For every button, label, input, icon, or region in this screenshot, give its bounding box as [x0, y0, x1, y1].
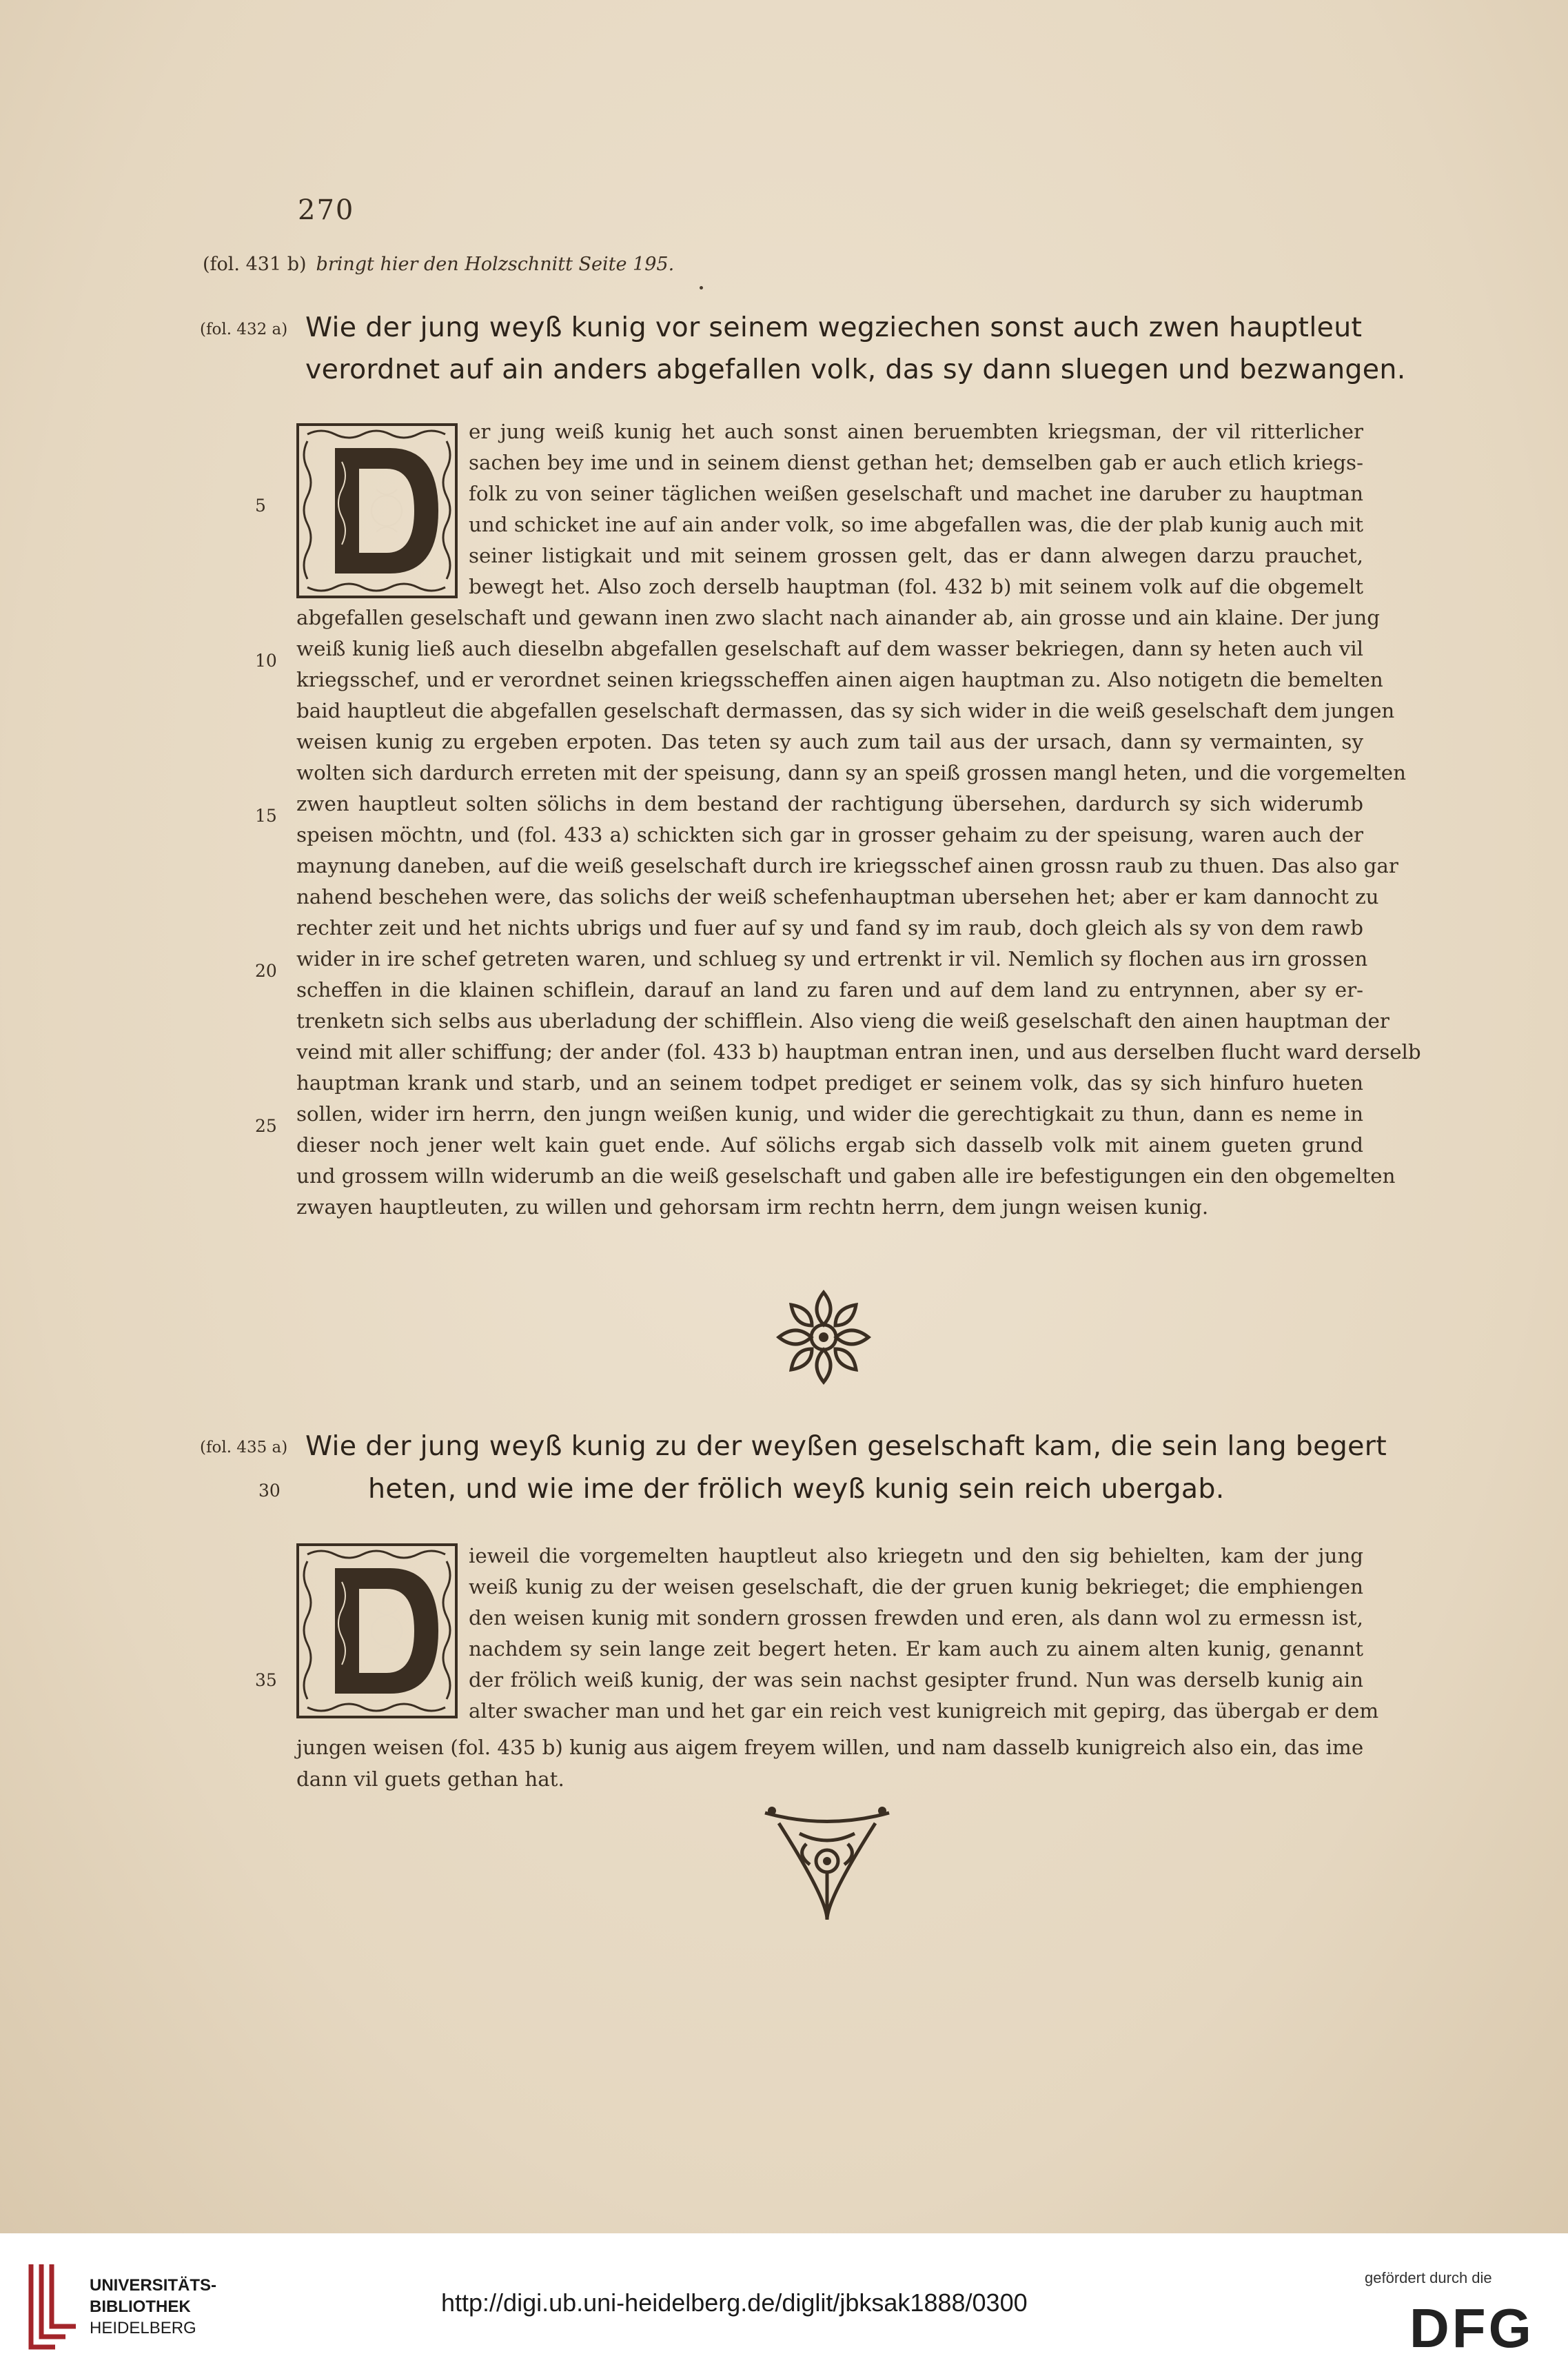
- line-number: 5: [255, 496, 266, 516]
- section1-line: wider in ire schef getreten waren, und schlueg sy und ertrenkt ir vil. Nemlich sy flochen aus irn grossen: [296, 947, 1368, 971]
- library-name: [90, 2275, 216, 2339]
- section1-line: zwayen hauptleuten, zu willen und gehorsam irm rechtn herrn, dem jungn weisen kunig.: [296, 1195, 1209, 1219]
- library-name-line-1: UNIVERSITÄTS-: [90, 2276, 217, 2295]
- section1-line: weiß kunig ließ auch dieselbn abgefallen geselschaft auf dem wasser bekriegen, dann sy heten auch vil: [296, 637, 1363, 660]
- section1-line: und grossem willn widerumb an die weiß geselschaft und gaben alle ire befestigungen ein den obgemelten: [296, 1164, 1396, 1188]
- decorated-initial-d-icon: [294, 420, 460, 601]
- section1-line: zwen hauptleut solten sölichs in dem bestand der rachtigung übersehen, dardurch sy sich widerumb: [296, 792, 1363, 815]
- section1-line: nahend beschehen were, das solichs der weiß schefenhauptman ubersehen het; aber er kam dannocht zu: [296, 885, 1379, 908]
- line-number: 35: [255, 1670, 277, 1690]
- section1-line: bewegt het. Also zoch derselb hauptman (fol. 432 b) mit seinem volk auf die obgemelt: [469, 575, 1363, 598]
- section2-line: nachdem sy sein lange zeit begert heten. Er kam auch zu ainem alten kunig, genannt: [469, 1637, 1363, 1661]
- section1-line: kriegsschef, und er verordnet seinen kriegsscheffen ainen aigen hauptman zu. Also notigetn die bemelten: [296, 668, 1383, 691]
- line-number: 25: [255, 1116, 277, 1136]
- library-name-line-3: HEIDELBERG: [90, 2319, 196, 2337]
- section2-line: den weisen kunig mit sondern grossen frewden und eren, als dann wol zu ermessn ist,: [469, 1606, 1363, 1629]
- folio-note: [203, 254, 674, 275]
- funded-by-label: gefördert durch die: [1365, 2269, 1492, 2286]
- dfg-logo: DFG: [1409, 2297, 1534, 2359]
- line-number: 10: [255, 651, 277, 671]
- section2-line: dann vil guets gethan hat.: [296, 1767, 564, 1791]
- footer-bar: [0, 2233, 1568, 2376]
- folio-note-ref: (fol. 431 b): [203, 254, 307, 275]
- section2-folio: (fol. 435 a): [200, 1439, 288, 1456]
- section1-line: er jung weiß kunig het auch sonst ainen beruembten kriegsman, der vil ritterlicher: [469, 420, 1363, 443]
- section1-line: weisen kunig zu ergeben erpoten. Das teten sy auch zum tail aus der ursach, dann sy vermainten, sy: [296, 730, 1363, 753]
- section1-line: sachen bey ime und in seinem dienst gethan het; demselben gab er auch etlich kriegs-: [469, 451, 1363, 474]
- section2-line: ieweil die vorgemelten hauptleut also kriegetn und den sig behielten, kam der jung: [469, 1544, 1363, 1567]
- section2-line: der frölich weiß kunig, der was sein nachst gesipter frund. Nun was derselb kunig ain: [469, 1668, 1363, 1692]
- library-name-line-2: BIBLIOTHEK: [90, 2297, 191, 2316]
- folio-note-text: bringt hier den Holzschnitt Seite 195.: [316, 254, 675, 275]
- section1-line: sollen, wider irn herrn, den jungn weißen kunig, und wider die gerechtigkait zu thun, dann es neme in: [296, 1102, 1363, 1126]
- section1-line: trenketn sich selbs aus uberladung der schifflein. Also vieng die weiß geselschaft den ainen hauptman der: [296, 1009, 1389, 1033]
- section1-line: maynung daneben, auf die weiß geselschaft durch ire kriegsschef ainen grossn raub zu thuen. Das also gar: [296, 854, 1398, 877]
- section1-line: und schicket ine auf ain ander volk, so ime abgefallen was, die der plab kunig auch mit: [469, 513, 1363, 536]
- section1-folio: (fol. 432 a): [200, 321, 288, 338]
- section1-line: dieser noch jener welt kain guet ende. Auf sölichs ergab sich dasselb volk mit ainem gueten grund: [296, 1133, 1363, 1157]
- decorated-initial-d-icon: [294, 1541, 460, 1721]
- section1-heading-line-1: Wie der jung weyß kunig vor seinem wegziechen sonst auch zwen hauptleut: [305, 312, 1363, 343]
- line-number: 30: [258, 1481, 281, 1501]
- section1-line: baid hauptleut die abgefallen geselschaft dermassen, das sy sich wider in die weiß geselschaft dem jungen: [296, 699, 1395, 722]
- section1-line: hauptman krank und starb, und an seinem todpet prediget er seinem volk, das sy sich hinfuro hueten: [296, 1071, 1363, 1095]
- page-number: 270: [298, 194, 355, 226]
- section1-line: scheffen in die klainen schiflein, darauf an land zu faren und auf dem land zu entrynnen, aber sy er-: [296, 978, 1363, 1002]
- end-ornament-icon: [758, 1803, 896, 1927]
- rosette-ornament-icon: [772, 1286, 875, 1389]
- section1-heading-line-2: verordnet auf ain anders abgefallen volk, das sy dann sluegen und bezwangen.: [305, 354, 1406, 385]
- ub-heidelberg-logo-icon: [28, 2261, 83, 2350]
- section1-line: seiner listigkait und mit seinem grossen gelt, das er dann alwegen darzu prauchet,: [469, 544, 1363, 567]
- ink-dot: [700, 286, 703, 290]
- line-number: 15: [255, 806, 277, 826]
- section1-line: rechter zeit und het nichts ubrigs und fuer auf sy und fand sy im raub, doch gleich als sy von dem rawb: [296, 916, 1363, 940]
- line-number: 20: [255, 961, 277, 981]
- section2-heading-line-2: heten, und wie ime der frölich weyß kunig sein reich ubergab.: [368, 1473, 1225, 1505]
- permalink-url[interactable]: http://digi.ub.uni-heidelberg.de/diglit/jbksak1888/0300: [441, 2288, 1028, 2317]
- section1-line: speisen möchtn, und (fol. 433 a) schickten sich gar in grosser gehaim zu der speisung, waren auch der: [296, 823, 1363, 846]
- section1-line: abgefallen geselschaft und gewann inen zwo slacht nach ainander ab, ain grosse und ain klaine. Der jung: [296, 606, 1381, 629]
- section2-line: weiß kunig zu der weisen geselschaft, die der gruen kunig bekrieget; die emphiengen: [469, 1575, 1363, 1598]
- section2-line: jungen weisen (fol. 435 b) kunig aus aigem freyem willen, und nam dasselb kunigreich also ein, das ime: [296, 1736, 1364, 1759]
- section2-heading-line-1: Wie der jung weyß kunig zu der weyßen geselschaft kam, die sein lang begert: [305, 1430, 1387, 1462]
- section2-line: alter swacher man und het gar ein reich vest kunigreich mit gepirg, das übergab er dem: [469, 1699, 1379, 1723]
- section1-line: wolten sich dardurch erreten mit der speisung, dann sy an speiß grossen mangl heten, und die vorgemelten: [296, 761, 1406, 784]
- section1-line: folk zu von seiner täglichen weißen geselschaft und machet ine daruber zu hauptman: [469, 482, 1363, 505]
- section1-line: veind mit aller schiffung; der ander (fol. 433 b) hauptman entran inen, und aus derselben flucht ward derselb: [296, 1040, 1421, 1064]
